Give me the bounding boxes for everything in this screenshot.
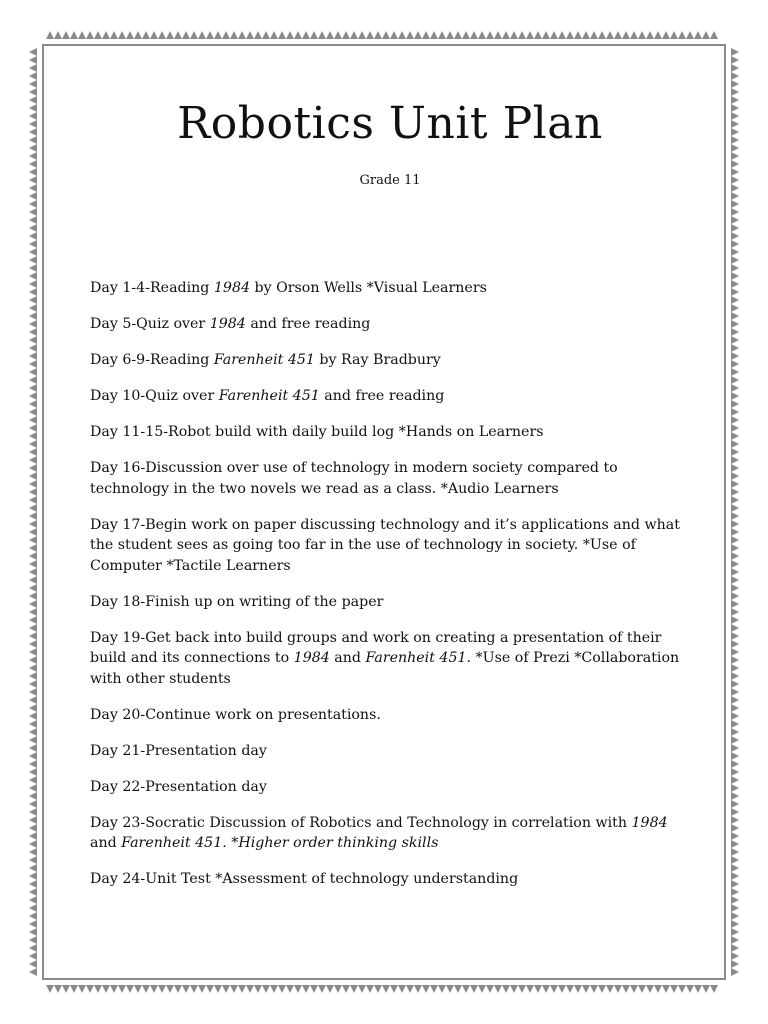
- plan-entry-title-italic: 1984: [631, 814, 668, 831]
- plan-entry-text: Day 11-15-Robot build with daily build log *Hands on Learners: [90, 424, 544, 440]
- plan-entry-day: [90, 458, 690, 499]
- plan-entry-day: [90, 592, 690, 613]
- plan-entry-title-italic: Farenheit 451: [213, 352, 315, 368]
- plan-entry-text: Day 23-Socratic Discussion of Robotics and Technology in correlation with: [90, 814, 632, 831]
- plan-entry-text: and free reading: [245, 316, 371, 332]
- plan-entry-title-italic: 1984: [293, 650, 330, 666]
- plan-entry-text: and free reading: [319, 388, 445, 404]
- plan-entry-day: [90, 869, 690, 890]
- plan-entry-text: and: [90, 835, 122, 851]
- plan-entry-text: Day 10-Quiz over: [90, 388, 219, 404]
- plan-entry-text: Day 24-Unit Test *Assessment of technology understanding: [90, 871, 519, 887]
- plan-entry-title-italic: Farenheit 451. *Higher order thinking skills: [121, 835, 439, 851]
- plan-entry-text: Day 21-Presentation day: [90, 742, 267, 759]
- plan-entry-text: Day 6-9-Reading: [90, 352, 214, 368]
- plan-entry-day: [90, 278, 690, 299]
- document-body: [90, 92, 690, 905]
- plan-entry-text: Day 22-Presentation day: [90, 778, 267, 795]
- plan-entry-day: [90, 628, 690, 690]
- plan-entry-text: Day 5-Quiz over: [90, 316, 210, 332]
- plan-entry-title-italic: Farenheit 451: [365, 650, 467, 666]
- plan-entry-title-italic: 1984: [209, 316, 246, 332]
- plan-entry-text: Day 20-Continue work on presentations.: [90, 706, 381, 723]
- plan-entry-text: Day 17-Begin work on paper discussing technology and it’s applications and what the student sees as going too far in the use of technology in society. *Use of Computer *Tactile Learners: [90, 516, 680, 574]
- unit-plan-list: [90, 278, 690, 890]
- plan-entry-text: Day 1-4-Reading: [90, 280, 214, 296]
- plan-entry-day: [90, 422, 690, 443]
- plan-entry-day: [90, 777, 690, 798]
- plan-entry-text: Day 19-Get back into build groups and work on creating a presentation of their build and its connections to: [90, 629, 662, 666]
- page-subtitle: Grade 11: [359, 173, 421, 188]
- plan-entry-day: [90, 741, 690, 762]
- page-title: Robotics Unit Plan: [177, 98, 603, 149]
- plan-entry-title-italic: Farenheit 451: [218, 388, 320, 404]
- plan-entry-text: by Ray Bradbury: [314, 352, 441, 368]
- plan-entry-day: [90, 813, 690, 854]
- plan-entry-day: [90, 350, 690, 371]
- plan-entry-day: [90, 386, 690, 407]
- plan-entry-day: [90, 705, 690, 726]
- plan-entry-day: [90, 515, 690, 577]
- plan-entry-text: . *Use of Prezi *Collaboration with other students: [90, 650, 680, 687]
- plan-entry-text: Day 18-Finish up on writing of the paper: [90, 593, 384, 610]
- plan-entry-day: [90, 314, 690, 335]
- plan-entry-title-italic: 1984: [213, 280, 250, 296]
- plan-entry-text: by Orson Wells *Visual Learners: [250, 280, 487, 296]
- plan-entry-text: Day 16-Discussion over use of technology in modern society compared to technology in the two novels we read as a class. *Audio Learners: [90, 460, 618, 497]
- plan-entry-text: and: [329, 650, 366, 666]
